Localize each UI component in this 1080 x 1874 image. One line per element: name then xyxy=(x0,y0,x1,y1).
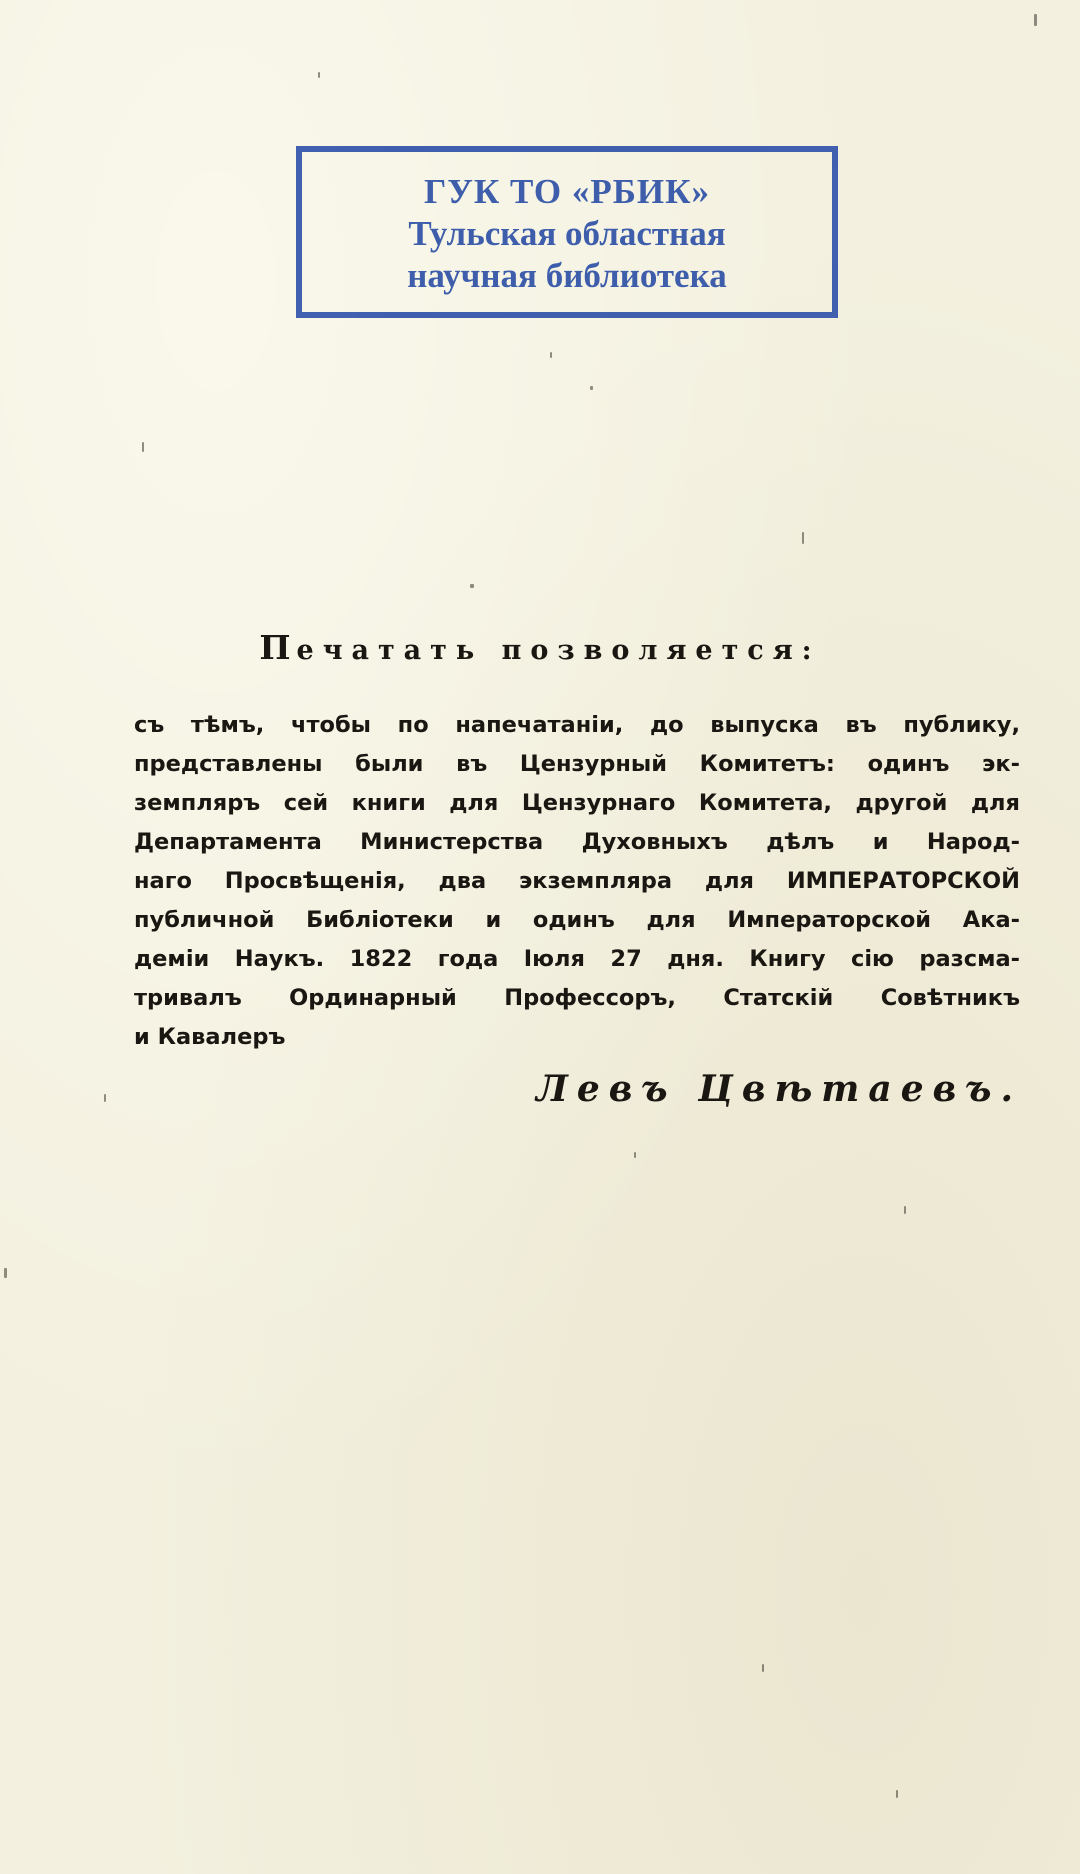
paper-speck xyxy=(762,1664,764,1672)
heading-initial: П xyxy=(259,628,297,667)
text-line: и Кавалеръ xyxy=(134,1024,286,1050)
paper-speck xyxy=(802,532,804,544)
paper-speck xyxy=(470,584,474,588)
text-line: наго Просвѣщенія, два экземпляра для ИМПЕРАТОРСКОЙ xyxy=(134,868,1020,894)
text-line: деміи Наукъ. 1822 года Іюля 27 дня. Книгу сію разсма- xyxy=(134,946,1020,972)
paper-speck xyxy=(142,442,144,452)
stamp-library-region: Тульская областная xyxy=(408,214,726,253)
censor-signature: Левъ Цвѣтаевъ. xyxy=(536,1068,1022,1110)
text-line: тривалъ Ординарный Профессоръ, Статскій Совѣтникъ xyxy=(134,985,1020,1011)
paper-speck xyxy=(550,352,552,358)
paper-speck xyxy=(104,1094,106,1102)
text-line: представлены были въ Цензурный Комитетъ: одинъ эк- xyxy=(134,751,1020,777)
censorship-heading xyxy=(0,628,1080,667)
paper-speck xyxy=(318,72,320,78)
stamp-library-type: научная библиотека xyxy=(407,256,727,295)
text-line: публичной Библіотеки и одинъ для Императорской Ака- xyxy=(134,907,1020,933)
censorship-text xyxy=(134,706,1020,1057)
stamp-institution: ГУК ТО «РБИК» xyxy=(423,172,711,211)
paper-speck xyxy=(904,1206,906,1214)
text-line: Департамента Министерства Духовныхъ дѣлъ и Народ- xyxy=(134,829,1020,855)
paper-speck xyxy=(896,1790,898,1798)
heading-rest: ечатать позволяется: xyxy=(296,635,821,666)
paper-speck xyxy=(634,1152,636,1158)
text-line: съ тѣмъ, чтобы по напечатаніи, до выпуска въ публику, xyxy=(134,712,1020,738)
paper-speck xyxy=(590,386,593,390)
paper-speck xyxy=(4,1268,7,1278)
library-stamp xyxy=(296,146,838,318)
text-line: земпляръ сей книги для Цензурнаго Комитета, другой для xyxy=(134,790,1020,816)
paper-speck xyxy=(1034,14,1037,26)
